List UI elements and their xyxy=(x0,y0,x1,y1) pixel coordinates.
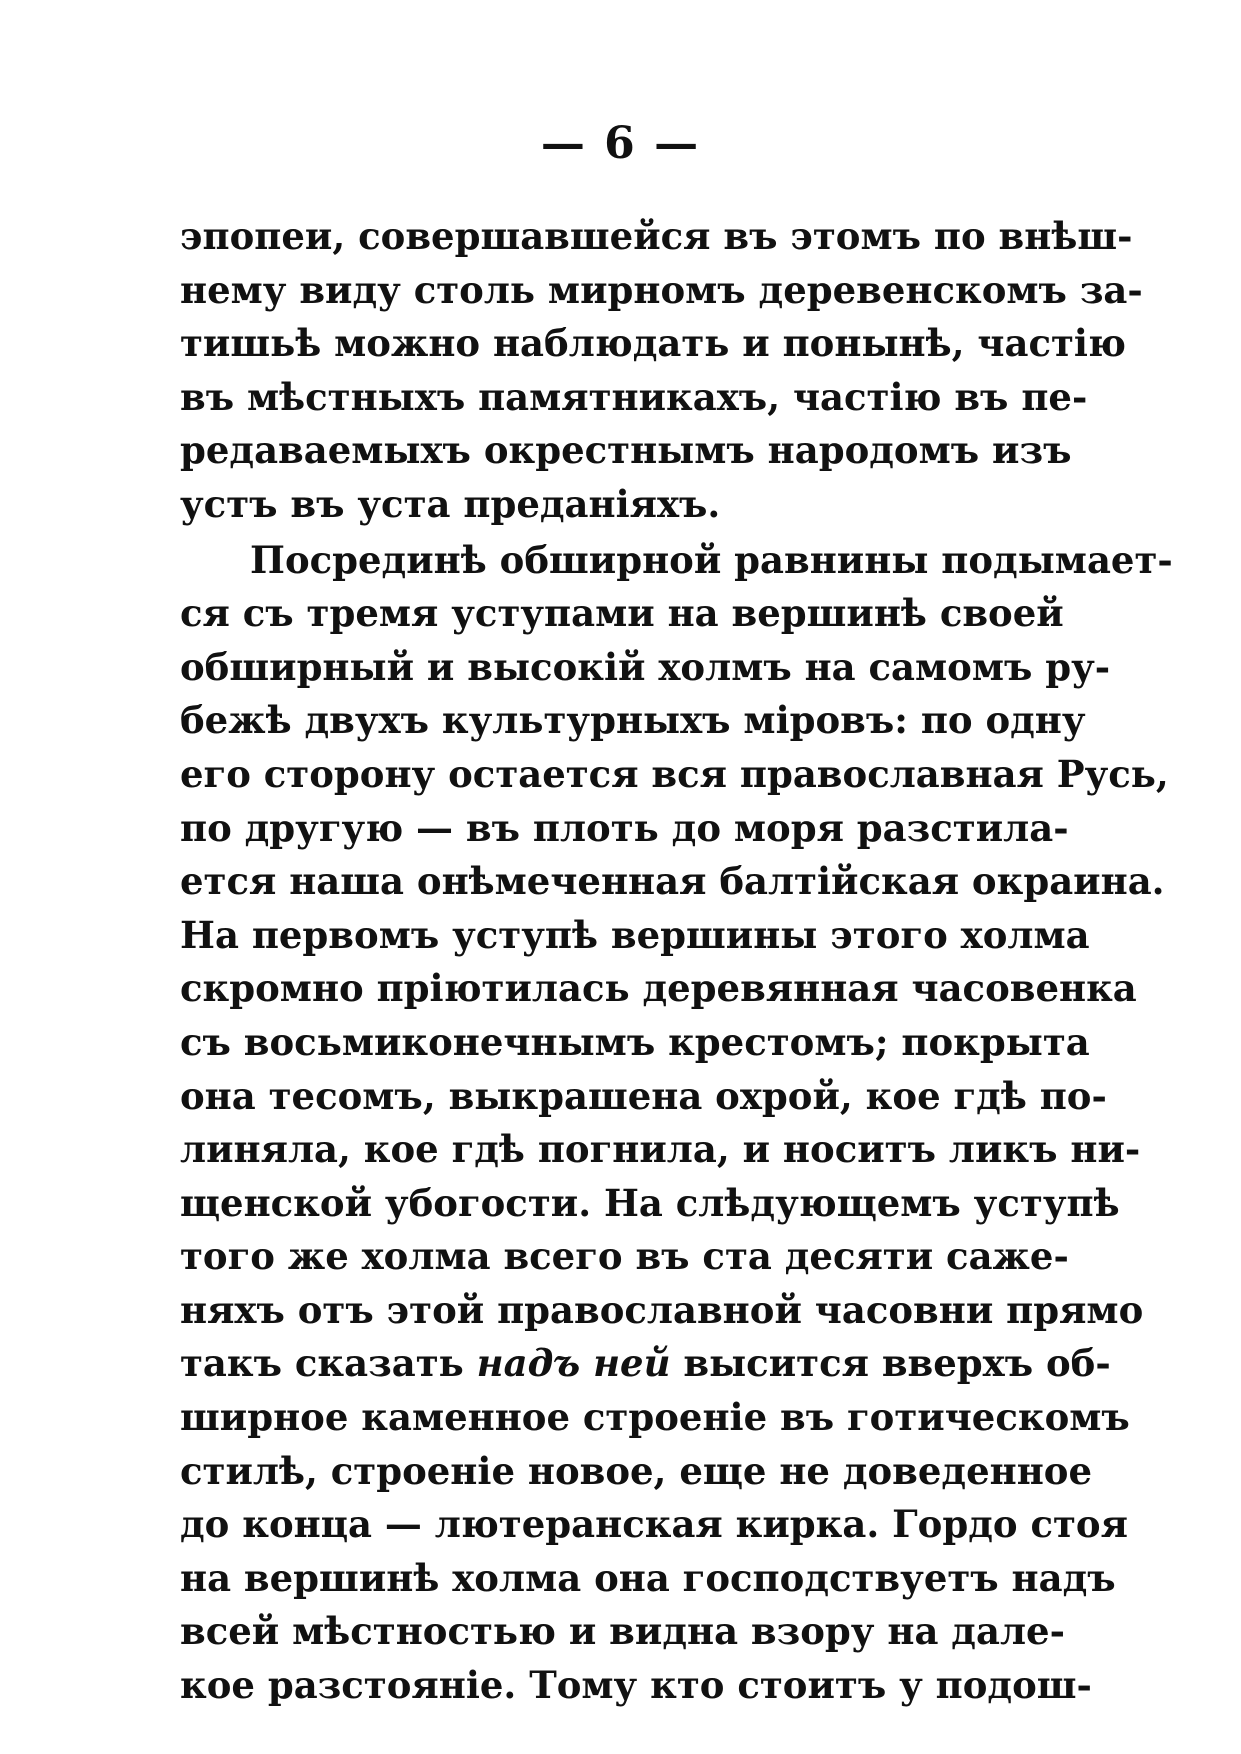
text-line: тишьѣ можно наблюдать и понынѣ, частію xyxy=(180,321,1126,366)
text-line: она тесомъ, выкрашена охрой, кое гдѣ по- xyxy=(180,1073,1107,1118)
page-number: — 6 — xyxy=(540,118,701,169)
paragraph-2 xyxy=(180,534,1173,1713)
text-line: На первомъ уступѣ вершины этого холма xyxy=(180,912,1090,957)
text-line: стилѣ, строеніе новое, еще не доведенное xyxy=(180,1448,1092,1493)
text-line: его сторону остается вся православная Русь, xyxy=(180,751,1169,796)
text-line: съ восьмиконечнымъ крестомъ; покрыта xyxy=(180,1019,1090,1064)
text-line: скромно пріютилась деревянная часовенка xyxy=(180,966,1137,1011)
text-run: высится вверхъ об- xyxy=(670,1341,1111,1386)
text-run: такъ сказать xyxy=(180,1341,477,1386)
text-line: ется наша онѣмеченная балтійская окраина. xyxy=(180,859,1165,904)
body-text xyxy=(180,210,1173,1713)
text-line: того же холма всего въ ста десяти саже- xyxy=(180,1234,1069,1279)
text-line: устъ въ уста преданіяхъ. xyxy=(180,481,721,526)
text-line: по другую — въ плоть до моря разстила- xyxy=(180,805,1069,850)
text-line: ширное каменное строеніе въ готическомъ xyxy=(180,1395,1130,1440)
emphasized-text: надъ ней xyxy=(476,1341,671,1386)
text-line: кое разстояніе. Тому кто стоитъ у подош- xyxy=(180,1663,1092,1708)
text-line: на вершинѣ холма она господствуетъ надъ xyxy=(180,1555,1116,1600)
text-line: эпопеи, совершавшейся въ этомъ по внѣш- xyxy=(180,214,1133,258)
text-line: Посрединѣ обширной равнины подымает- xyxy=(250,537,1173,582)
text-line: обширный и высокій холмъ на самомъ ру- xyxy=(180,644,1111,689)
text-line: щенской убогости. На слѣдующемъ уступѣ xyxy=(180,1180,1120,1225)
text-line: нему виду столь мирномъ деревенскомъ за- xyxy=(180,267,1143,312)
text-line: ся съ тремя уступами на вершинѣ своей xyxy=(180,591,1064,636)
text-line: бежѣ двухъ культурныхъ міровъ: по одну xyxy=(180,698,1086,743)
text-line: линяла, кое гдѣ погнила, и носитъ ликъ ни- xyxy=(180,1127,1141,1172)
text-line: всей мѣстностью и видна взору на далe- xyxy=(180,1609,1065,1654)
text-line-with-emphasis xyxy=(180,1337,1111,1391)
text-line: до конца — лютеранская кирка. Гордо стоя xyxy=(180,1502,1128,1547)
text-line: няхъ отъ этой православной часовни прямо xyxy=(180,1287,1144,1332)
text-line: въ мѣстныхъ памятникахъ, частію въ пе- xyxy=(180,374,1088,419)
paragraph-1 xyxy=(180,210,1143,532)
text-line: редаваемыхъ окрестнымъ народомъ изъ xyxy=(180,428,1072,473)
